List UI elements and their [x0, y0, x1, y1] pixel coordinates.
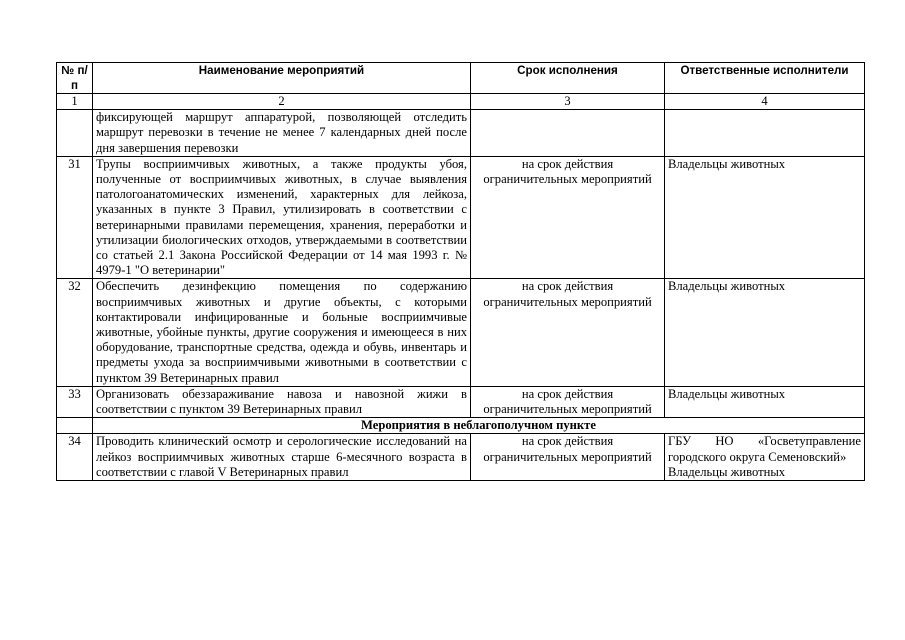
row-number	[57, 110, 93, 157]
row-responsible	[665, 434, 865, 481]
measures-table	[56, 62, 865, 481]
table-row	[57, 110, 865, 157]
row-number: 31	[57, 156, 93, 279]
row-term: на срок действия ограничительных мероприятий	[471, 386, 665, 417]
table-row	[57, 156, 865, 279]
section-title: Мероприятия в неблагополучном пункте	[93, 418, 865, 434]
header-responsible: Ответственные исполнители	[665, 63, 865, 94]
row-term	[471, 110, 665, 157]
table-row	[57, 434, 865, 481]
row-measure: фиксирующей маршрут аппаратурой, позволяющей отследить маршрут перевозки в течение не менее 7 календарных дней после дня завершения перевозки	[93, 110, 471, 157]
row-responsible: Владельцы животных	[665, 386, 865, 417]
header-number: № п/п	[57, 63, 93, 94]
column-index: 1	[57, 94, 93, 110]
section-number-cell	[57, 418, 93, 434]
table-row	[57, 279, 865, 386]
section-row	[57, 418, 865, 434]
responsible-owners: Владельцы животных	[668, 464, 786, 479]
responsible-org: ГБУ НО «Госветуправление городского округа Семеновский»	[668, 434, 861, 464]
row-term: на срок действия ограничительных мероприятий	[471, 434, 665, 481]
column-index-row	[57, 94, 865, 110]
row-measure: Организовать обеззараживание навоза и навозной жижи в соответствии с пунктом 39 Ветеринарных правил	[93, 386, 471, 417]
header-name: Наименование мероприятий	[93, 63, 471, 94]
header-term: Срок исполнения	[471, 63, 665, 94]
header-row	[57, 63, 865, 94]
column-index: 4	[665, 94, 865, 110]
row-number: 33	[57, 386, 93, 417]
column-index: 3	[471, 94, 665, 110]
row-measure: Трупы восприимчивых животных, а также продукты убоя, полученные от восприимчивых животных, в случае выявления патологоанатомических изменений, характерных для лейкоза, указанных в пункте 3 Правил, утилизировать в соответствии с ветеринарными правилами перемещения, хранения, переработки и утилизации биологических отходов, утверждаемыми в соответствии со статьей 2.1 Закона Российской Федерации от 14 мая 1993 г. № 4979-1 "О ветеринарии"	[93, 156, 471, 279]
row-measure: Обеспечить дезинфекцию помещения по содержанию восприимчивых животных и другие объекты, с которыми контактировали инфицированные и больные восприимчивые животные, убойные пункты, другие сооружения и имеющееся в них оборудование, транспортные средства, одежда и обувь, инвентарь и предметы ухода за восприимчивыми животными в соответствии с пунктом 39 Ветеринарных правил	[93, 279, 471, 386]
table-row	[57, 386, 865, 417]
row-responsible	[665, 110, 865, 157]
row-responsible: Владельцы животных	[665, 279, 865, 386]
row-responsible: Владельцы животных	[665, 156, 865, 279]
row-number: 32	[57, 279, 93, 386]
row-term: на срок действия ограничительных мероприятий	[471, 279, 665, 386]
row-number: 34	[57, 434, 93, 481]
row-measure: Проводить клинический осмотр и серологические исследований на лейкоз восприимчивых животных старше 6-месячного возраста в соответствии с главой V Ветеринарных правил	[93, 434, 471, 481]
column-index: 2	[93, 94, 471, 110]
row-term: на срок действия ограничительных мероприятий	[471, 156, 665, 279]
